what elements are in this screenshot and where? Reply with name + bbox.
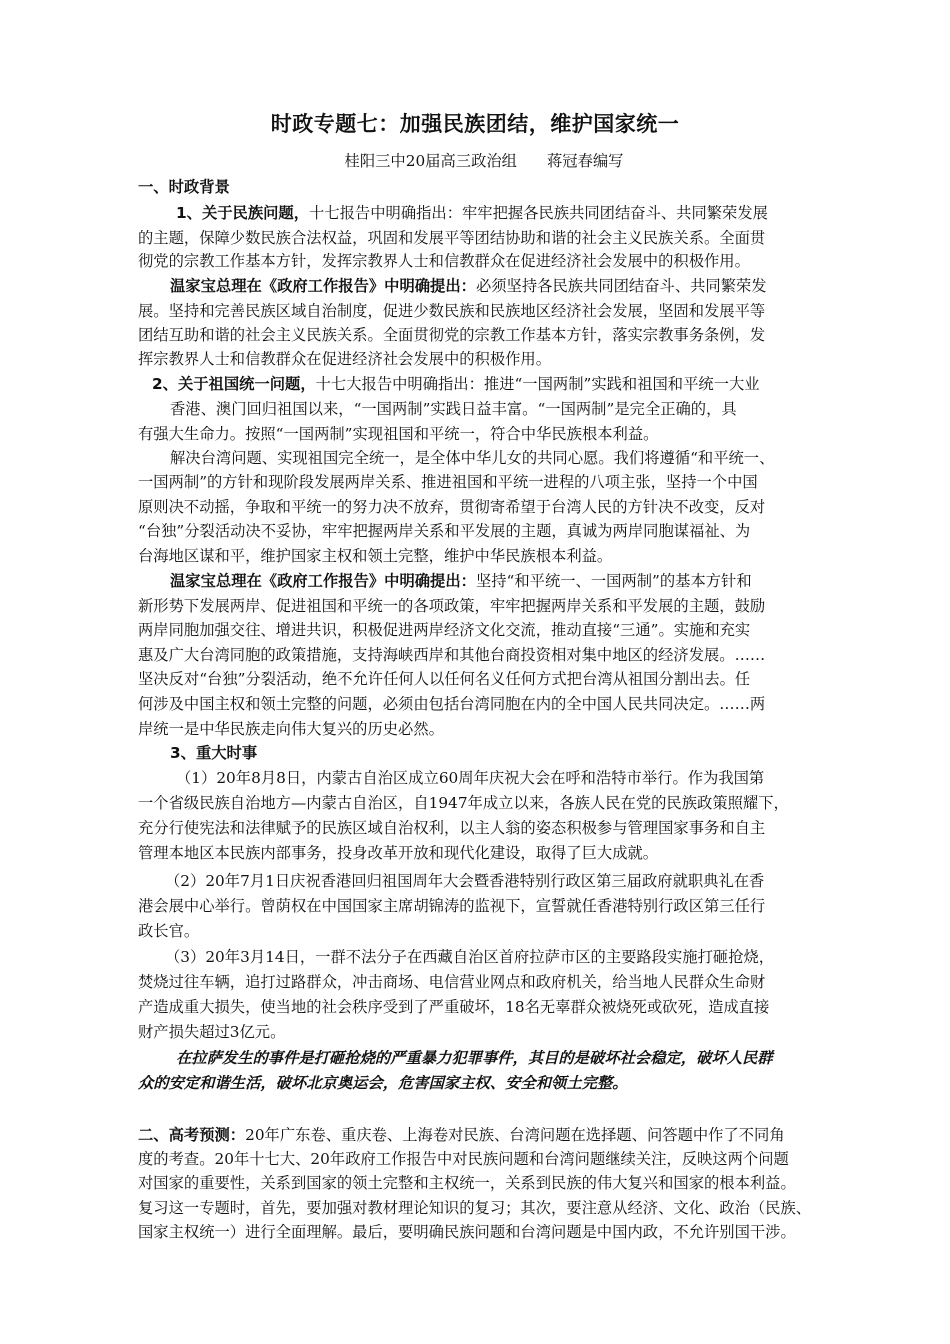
subheading-major-events: 3、重大时事 [170, 744, 258, 762]
paragraph-line: 对国家的重要性，关系到国家的领土完整和主权统一，关系到民族的伟大复兴和国家的根本利益。 [138, 1174, 796, 1192]
paragraph-line: “台独”分裂活动决不妥协，牢牢把握两岸关系和平发展的主题，真诚为两岸同胞谋福祉、为 [138, 522, 751, 540]
author-name: 蒋冠春编写 [546, 152, 624, 170]
paragraph-line: 挥宗教界人士和信教群众在促进经济社会发展中的积极作用。 [138, 350, 552, 368]
paragraph-line: 国家主权统一）进行全面理解。最后，要明确民族问题和台湾问题是中国内政，不允许别国干涉。 [138, 1223, 796, 1241]
event-emphasis: 在拉萨发生的事件是打砸抢烧的严重暴力犯罪事件，其目的是破坏社会稳定，破坏人民群 [176, 1049, 773, 1067]
paragraph-line: 产造成重大损失，使当地的社会秩序受到了严重破坏，18名无辜群众被烧死或砍死，造成直接 [138, 998, 770, 1016]
paragraph-line: 香港、澳门回归祖国以来，“一国两制”实践日益丰富。“一国两制”是完全正确的，具 [170, 400, 737, 418]
author-organization: 桂阳三中20届高三政治组 [344, 152, 517, 170]
paragraph-wen-ethnic: 温家宝总理在《政府工作报告》中明确提出：必须坚持各民族共同团结奋斗、共同繁荣发 [170, 277, 767, 295]
paragraph-line: 的主题，保障少数民族合法权益，巩固和发展平等团结协助和谐的社会主义民族关系。全面贯 [138, 229, 766, 247]
paragraph-line: 管理本地区本民族内部事务，投身改革开放和现代化建设，取得了巨大成就。 [138, 844, 659, 862]
paragraph-line: 度的考查。20年十七大、20年政府工作报告中对民族问题和台湾问题继续关注，反映这两个问题 [138, 1150, 789, 1168]
section-heading-background: 一、时政背景 [138, 178, 230, 196]
paragraph-line: 财产损失超过3亿元。 [138, 1023, 286, 1041]
paragraph-line: 港会展中心举行。曾荫权在中国国家主席胡锦涛的监视下，宣誓就任香港特别行政区第三任行 [138, 897, 766, 915]
paragraph-wen-taiwan: 温家宝总理在《政府工作报告》中明确提出：坚持“和平统一、一国两制”的基本方针和 [170, 572, 752, 590]
paragraph-line: 原则决不动摇，争取和平统一的努力决不放弃，贯彻寄希望于台湾人民的方针决不改变，反对 [138, 498, 766, 516]
event-1: （1）20年8月8日，内蒙古自治区成立60周年庆祝大会在呼和浩特市举行。作为我国第 [176, 769, 765, 787]
paragraph-line: 充分行使宪法和法律赋予的民族区域自治权利，以主人翁的姿态积极参与管理国家事务和自主 [138, 819, 766, 837]
section-exam-prediction: 二、高考预测：20年广东卷、重庆卷、上海卷对民族、台湾问题在选择题、问答题中作了不同角 [138, 1126, 785, 1144]
event-2: （2）20年7月1日庆祝香港回归祖国周年大会暨香港特别行政区第三届政府就职典礼在香 [165, 872, 765, 890]
paragraph-reunification: 2、关于祖国统一问题，十七大报告中明确指出：推进“一国两制”实践和祖国和平统一大业 [152, 375, 760, 393]
paragraph-line: 众的安定和谐生活，破坏北京奥运会，危害国家主权、安全和领土完整。 [138, 1074, 628, 1092]
document-title: 时政专题七：加强民族团结，维护国家统一 [270, 112, 680, 136]
event-3: （3）20年3月14日，一群不法分子在西藏自治区首府拉萨市区的主要路段实施打砸抢烧， [165, 948, 775, 966]
paragraph-line: 焚烧过往车辆，追打过路群众，冲击商场、电信营业网点和政府机关，给当地人民群众生命财 [138, 973, 766, 991]
paragraph-line: 有强大生命力。按照“一国两制”实现祖国和平统一，符合中华民族根本利益。 [138, 425, 659, 443]
paragraph-line: 复习这一专题时，首先，要加强对教材理论知识的复习；其次，要注意从经济、文化、政治（民族、 [138, 1199, 812, 1217]
paragraph-line: 一个省级民族自治地方—内蒙古自治区，自1947年成立以来，各族人民在党的民族政策照耀下， [138, 794, 789, 812]
paragraph-line: 岸统一是中华民族走向伟大复兴的历史必然。 [138, 720, 444, 738]
paragraph-line: 政长官。 [138, 922, 200, 940]
paragraph-line: 台海地区谋和平，维护国家主权和领土完整，维护中华民族根本利益。 [138, 547, 613, 565]
paragraph-line: 新形势下发展两岸、促进祖国和平统一的各项政策，牢牢把握两岸关系和平发展的主题，鼓励 [138, 597, 766, 615]
paragraph-line: 两岸同胞加强交往、增进共识，积极促进两岸经济文化交流，推动直接“三通”。实施和充实 [138, 621, 751, 639]
paragraph-ethnic-issue: 1、关于民族问题，十七报告中明确指出：牢牢把握各民族共同团结奋斗、共同繁荣发展 [176, 204, 768, 222]
paragraph-line: 彻党的宗教工作基本方针，发挥宗教界人士和信教群众在促进经济社会发展中的积极作用。 [138, 252, 750, 270]
paragraph-line: 惠及广大台湾同胞的政策措施，支持海峡西岸和其他台商投资相对集中地区的经济发展。…… [138, 646, 766, 664]
paragraph-line: 展。坚持和完善民族区域自治制度，促进少数民族和民族地区经济社会发展，坚固和发展平等 [138, 302, 766, 320]
paragraph-line: 坚决反对“台独”分裂活动，绝不允许任何人以任何名义任何方式把台湾从祖国分割出去。任 [138, 670, 751, 688]
paragraph-line: 团结互助和谐的社会主义民族关系。全面贯彻党的宗教工作基本方针，落实宗教事务条例，发 [138, 326, 766, 344]
paragraph-line: 一国两制”的方针和现阶段发展两岸关系、推进祖国和平统一进程的八项主张，坚持一个中国 [138, 473, 758, 491]
paragraph-taiwan: 解决台湾问题、实现祖国完全统一，是全体中华儿女的共同心愿。我们将遵循“和平统一、 [170, 449, 775, 467]
paragraph-line: 何涉及中国主权和领土完整的问题，必须由包括台湾同胞在内的全中国人民共同决定。……两 [138, 695, 766, 713]
document-subtitle [0, 149, 950, 171]
